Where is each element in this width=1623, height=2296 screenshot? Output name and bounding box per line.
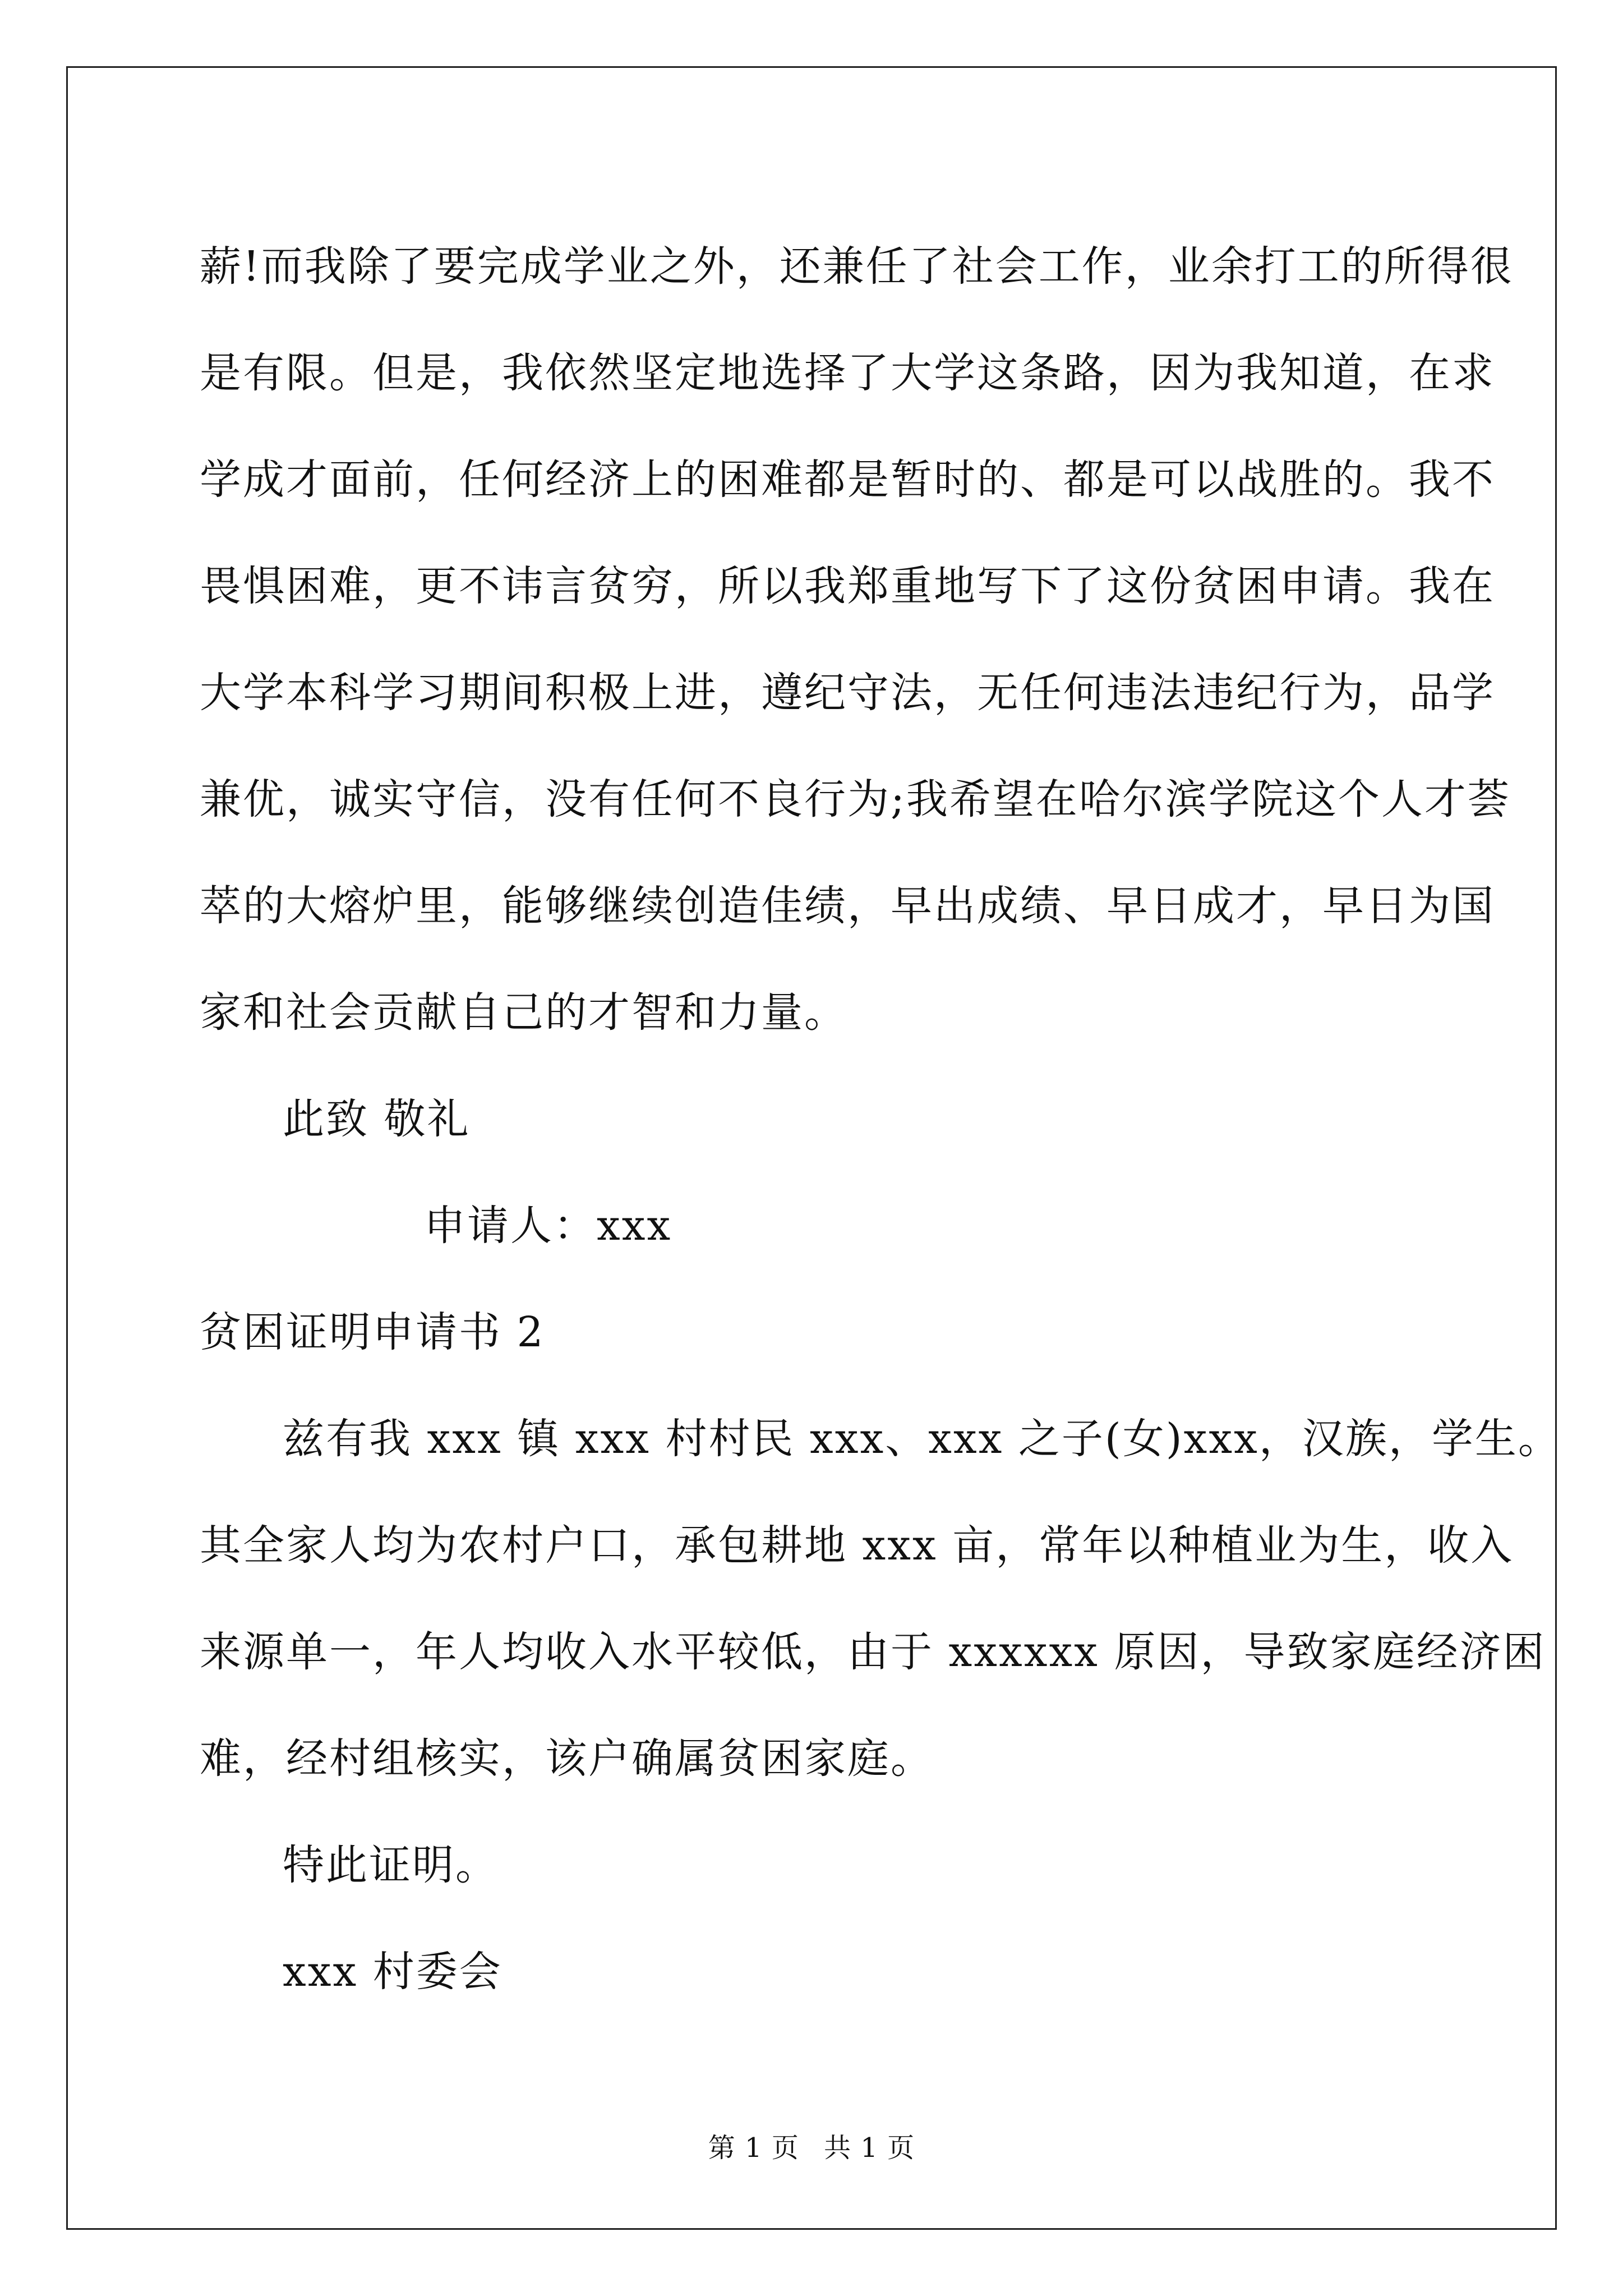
- signatory: xxx 村委会: [283, 1948, 502, 1996]
- paragraph-line: 萃的大熔炉里，能够继续创造佳绩，早出成绩、早日成才，早日为国: [200, 882, 1495, 930]
- proof-line: 兹有我 xxx 镇 xxx 村村民 xxx、xxx 之子(女)xxx，汉族，学生。: [283, 1415, 1561, 1463]
- applicant-signature: 申请人：xxx: [424, 1202, 672, 1250]
- section-title: 贫困证明申请书 2: [200, 1308, 545, 1356]
- page-number: 第 1 页: [708, 2132, 799, 2164]
- paragraph-line: 家和社会贡献自己的才智和力量。: [200, 988, 847, 1037]
- paragraph-line: 学成才面前，任何经济上的困难都是暂时的、都是可以战胜的。我不: [200, 455, 1495, 504]
- paragraph-line: 兼优，诚实守信，没有任何不良行为;我希望在哈尔滨学院这个人才荟: [200, 775, 1511, 823]
- document-body: [200, 213, 1561, 2025]
- proof-line: 难，经村组核实，该户确属贫困家庭。: [200, 1734, 934, 1783]
- paragraph-line: 是有限。但是，我依然坚定地选择了大学这条路，因为我知道，在求: [200, 349, 1495, 397]
- proof-statement: 特此证明。: [283, 1841, 499, 1889]
- paragraph-line: 畏惧困难，更不讳言贫穷，所以我郑重地写下了这份贫困申请。我在: [200, 562, 1495, 610]
- proof-line: 来源单一，年人均收入水平较低，由于 xxxxxx 原因，导致家庭经济困: [200, 1628, 1546, 1676]
- closing-salutation: 此致 敬礼: [283, 1095, 471, 1143]
- proof-line: 其全家人均为农村户口，承包耕地 xxx 亩，常年以种植业为生，收入: [200, 1521, 1514, 1570]
- page-total: 共 1 页: [824, 2132, 915, 2164]
- page-footer: [0, 2126, 1623, 2165]
- paragraph-line: 薪!而我除了要完成学业之外，还兼任了社会工作，业余打工的所得很: [200, 242, 1514, 291]
- paragraph-line: 大学本科学习期间积极上进，遵纪守法，无任何违法违纪行为，品学: [200, 669, 1495, 717]
